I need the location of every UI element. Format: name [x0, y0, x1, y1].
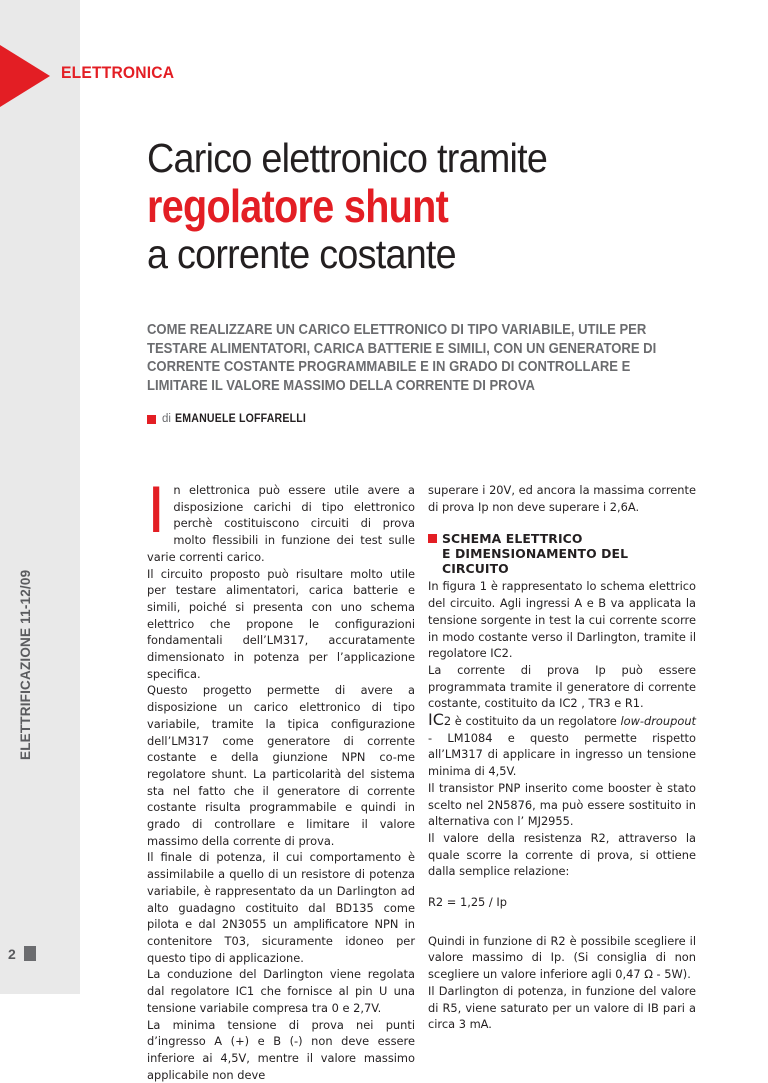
paragraph: Il circuito proposto può risultare molto utile per testare alimentatori, carica batterie e simili, poiché si presenta con uno schema elettrico che propone le configurazioni fondamentali dell’LM317, accuratamente dimensionato in potenza per l’applicazione specifica. [147, 566, 415, 683]
byline-prefix: di [162, 413, 171, 425]
paragraph: Il valore della resistenza R2, attraverso la quale scorre la corrente di prova, si ottiene dalla semplice relazione: [428, 830, 696, 880]
paragraph: La conduzione del Darlington viene regolata dal regolatore IC1 che fornisce al pin U una tensione variabile compresa tra 0 e 2,7V. [147, 966, 415, 1016]
title-line-3: a corrente costante [147, 231, 699, 277]
title-line-2: regolatore shunt [147, 181, 663, 231]
formula: R2 = 1,25 / Ip [428, 894, 696, 911]
article-title [147, 135, 747, 277]
body-column-1 [147, 482, 415, 1083]
dropcap: I [147, 483, 165, 535]
running-head: ELETTRIFICAZIONE 11-12/09 [18, 550, 33, 760]
title-line-1: Carico elettronico tramite [147, 135, 699, 181]
paragraph: In figura 1 è rappresentato lo schema elettrico del circuito. Agli ingressi A e B va applicata la tensione sorgente in test la cui corrente scorre in modo costante verso il Darlington, tramite il regolatore IC2. [428, 578, 696, 662]
byline [147, 413, 317, 425]
standfirst: COME REALIZZARE UN CARICO ELETTRONICO DI TIPO VARIABILE, UTILE PER TESTARE ALIMENTATORI, CARICA BATTERIE E SIMILI, CON UN GENERATORE DI CORRENTE COSTANTE PROGRAMMABILE E IN GRADO DI CONTROLLARE E LIMITARE IL VALORE MASSIMO DELLA CORRENTE DI PROVA [147, 321, 687, 395]
bullet-square-icon [428, 534, 437, 543]
paragraph: Il finale di potenza, il cui comportamento è assimilabile a quello di un resistore di potenza variabile, è rappresentato da un Darlington ad alto guadagno costituito dal BD135 come pilota e dal 2N3055 un amplificatore NPN in contenitore T03, sicuramente idoneo per questo tipo di applicazione. [147, 849, 415, 966]
paragraph: La minima tensione di prova nei punti d’ingresso A (+) e B (-) non deve essere inferiore ai 4,5V, mentre il valore massimo applicabile non deve [147, 1017, 415, 1083]
left-margin-band [0, 0, 80, 994]
page-marker-square [24, 946, 36, 961]
paragraph: IC2 è costituito da un regolatore low-droupout - LM1084 e questo permette rispetto all’LM317 di applicare in ingresso un tensione minima di 4,5V. [428, 712, 696, 780]
paragraph: Il Darlington di potenza, in funzione del valore di R5, viene saturato per un valore di IB pari a circa 3 mA. [428, 983, 696, 1033]
body-column-2 [428, 482, 696, 1033]
author-name: EMANUELE LOFFARELLI [175, 413, 306, 425]
paragraph: La corrente di prova Ip può essere programmata tramite il generatore di corrente costante, costituito da IC2 , TR3 e R1. [428, 662, 696, 712]
page-number: 2 [8, 946, 16, 962]
paragraph: Quindi in funzione di R2 è possibile scegliere il valore massimo di Ip. (Si consiglia di non scegliere un valore inferiore agli 0,47 Ω - 5W). [428, 933, 696, 983]
section-arrow-icon [0, 45, 50, 107]
paragraph: In elettronica può essere utile avere a disposizione carichi di tipo elettronico perchè costituiscono circuiti di prova molto flessibili in funzione dei test sulle varie correnti carico. [147, 482, 415, 566]
section-heading: SCHEMA ELETTRICO E DIMENSIONAMENTO DEL CIRCUITO [428, 531, 696, 576]
paragraph: superare i 20V, ed ancora la massima corrente di prova Ip non deve superare i 2,6A. [428, 482, 696, 515]
section-label: ELETTRONICA [61, 63, 174, 83]
bullet-square-icon [147, 415, 156, 424]
paragraph: Questo progetto permette di avere a disposizione un carico elettronico di tipo variabile, tramite la tipica configurazione dell’LM317 come generatore di corrente costante e della giunzione NPN co-me regolatore shunt. La particolarità del sistema sta nel fatto che il generatore di corrente costante risulta programmabile e quindi in grado di controllare e limitare il valore massimo della corrente di prova. [147, 682, 415, 849]
paragraph: Il transistor PNP inserito come booster è stato scelto nel 2N5876, ma può essere sostituito in alternativa con l’ MJ2955. [428, 780, 696, 830]
